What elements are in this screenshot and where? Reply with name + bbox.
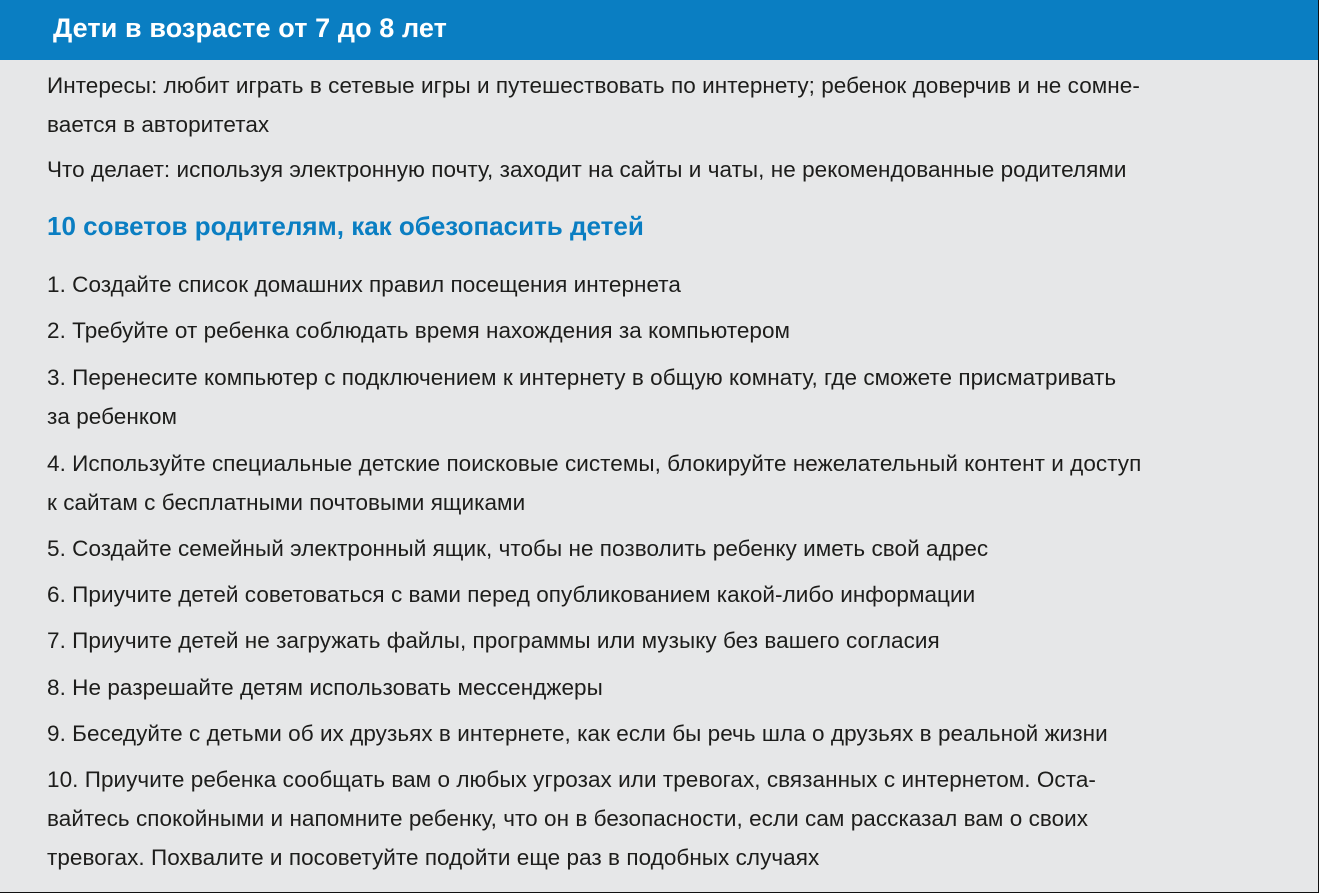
tip-5: 5. Создайте семейный электронный ящик, чтобы не позволить ребенку иметь свой адрес	[47, 536, 989, 561]
tip-6: 6. Приучите детей советоваться с вами перед опубликованием какой-либо информации	[47, 582, 976, 607]
tip-4-line-1: 4. Используйте специальные детские поисковые системы, блокируйте нежелательный контент и доступ	[47, 451, 1142, 476]
tip-4-line-2: к сайтам с бесплатными почтовыми ящиками	[47, 490, 526, 515]
tip-1: 1. Создайте список домашних правил посещения интернета	[47, 272, 681, 297]
tip-2: 2. Требуйте от ребенка соблюдать время нахождения за компьютером	[47, 318, 791, 343]
tip-10-line-1: 10. Приучите ребенка сообщать вам о любых угрозах или тревогах, связанных с интернетом. Оста-	[47, 767, 1096, 792]
header-bar	[0, 0, 1318, 60]
header-title: Дети в возрасте от 7 до 8 лет	[53, 13, 448, 43]
tip-10-line-3: тревогах. Похвалите и посоветуйте подойти еще раз в подобных случаях	[47, 845, 820, 870]
interests-line-1: Интересы: любит играть в сетевые игры и путешествовать по интернету; ребенок доверчив и не сомне-	[47, 73, 1140, 98]
tip-3-line-1: 3. Перенесите компьютер с подключением к интернету в общую комнату, где сможете присматривать	[47, 365, 1117, 390]
tip-10-line-2: вайтесь спокойными и напомните ребенку, что он в безопасности, если сам рассказал вам о своих	[47, 806, 1089, 831]
interests-line-2: вается в авторитетах	[47, 112, 270, 137]
tip-7: 7. Приучите детей не загружать файлы, программы или музыку без вашего согласия	[47, 628, 940, 653]
tip-9: 9. Беседуйте с детьми об их друзьях в интернете, как если бы речь шла о друзьях в реальной жизни	[47, 721, 1108, 746]
tip-8: 8. Не разрешайте детям использовать мессенджеры	[47, 675, 603, 700]
actions-text: Что делает: используя электронную почту, заходит на сайты и чаты, не рекомендованные родителями	[47, 157, 1127, 182]
tip-3-line-2: за ребенком	[47, 404, 178, 429]
tips-heading: 10 советов родителям, как обезопасить детей	[47, 211, 644, 241]
